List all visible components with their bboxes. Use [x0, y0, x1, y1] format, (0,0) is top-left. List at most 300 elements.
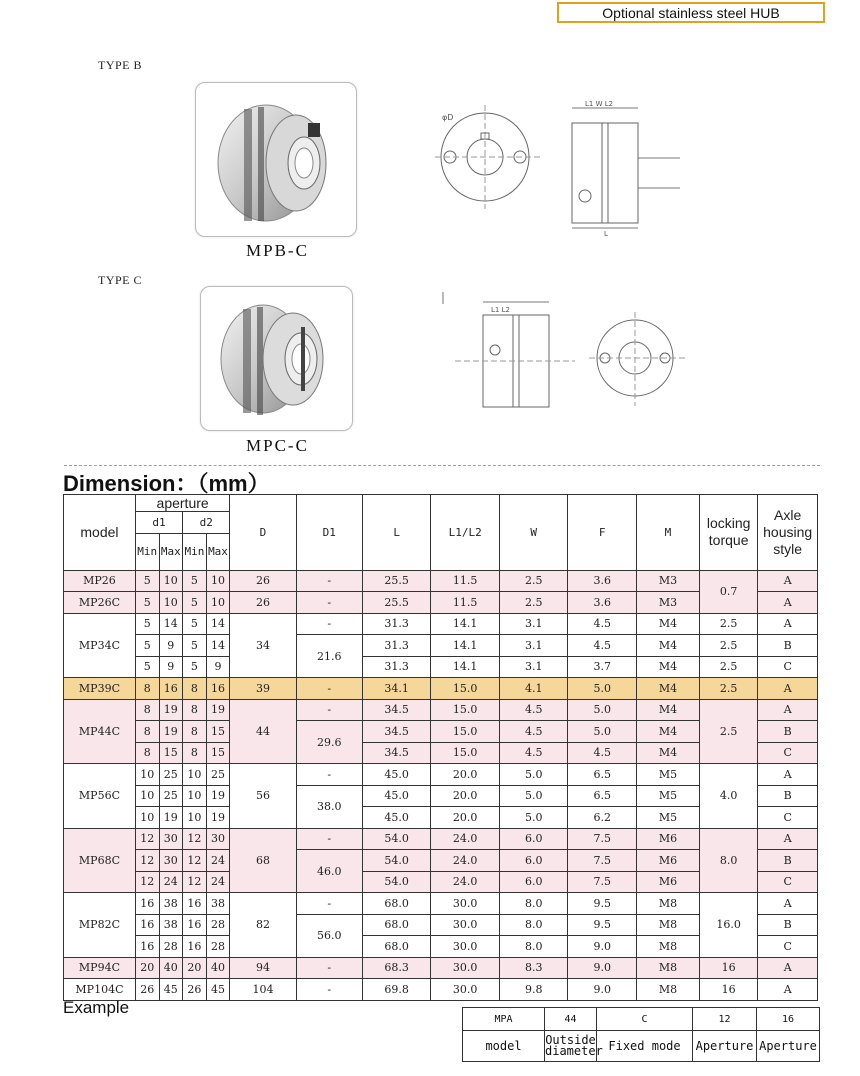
cell-T: 16 [699, 979, 757, 1001]
cell-M: M5 [637, 807, 700, 829]
cell-L12: 30.0 [431, 893, 500, 915]
mpb-c-caption: MPB-C [246, 241, 309, 260]
cell-S: A [758, 979, 818, 1001]
type-c-label: TYPE C [98, 273, 143, 287]
cell-d2max: 28 [206, 936, 230, 958]
cell-D1: - [296, 613, 362, 635]
cell-T: 16 [699, 957, 757, 979]
cell-L: 34.5 [362, 699, 431, 721]
cell-d2min: 16 [183, 893, 207, 915]
cell-d1min: 16 [135, 914, 159, 936]
cell-L12: 24.0 [431, 850, 500, 872]
cell-d1max: 14 [159, 613, 183, 635]
cell-M: M5 [637, 764, 700, 786]
cell-d2max: 10 [206, 570, 230, 592]
cell-d1max: 30 [159, 850, 183, 872]
cell-d2min: 12 [183, 850, 207, 872]
cell-L: 31.3 [362, 613, 431, 635]
cell-W: 8.0 [499, 936, 568, 958]
cell-L: 45.0 [362, 807, 431, 829]
cell-F: 4.5 [568, 635, 637, 657]
cell-F: 4.5 [568, 742, 637, 764]
cell-W: 4.5 [499, 742, 568, 764]
cell-L12: 15.0 [431, 742, 500, 764]
cell-d2min: 16 [183, 914, 207, 936]
cell-L: 68.0 [362, 893, 431, 915]
cell-L12: 24.0 [431, 871, 500, 893]
cell-d1min: 20 [135, 957, 159, 979]
example-table [462, 1007, 820, 1062]
cell-W: 5.0 [499, 764, 568, 786]
cell-D: 104 [230, 979, 296, 1001]
cell-L12: 11.5 [431, 592, 500, 614]
cell-W: 2.5 [499, 570, 568, 592]
cell-d2min: 20 [183, 957, 207, 979]
cell-L12: 20.0 [431, 764, 500, 786]
cell-D: 82 [230, 893, 296, 958]
cell-model: MP56C [64, 764, 136, 829]
cell-d1min: 12 [135, 850, 159, 872]
cell-W: 4.5 [499, 699, 568, 721]
cell-S: A [758, 828, 818, 850]
cell-d2max: 25 [206, 764, 230, 786]
cell-L12: 15.0 [431, 699, 500, 721]
cell-d1max: 30 [159, 828, 183, 850]
cell-d2min: 8 [183, 699, 207, 721]
cell-W: 3.1 [499, 613, 568, 635]
cell-D1: - [296, 678, 362, 700]
cell-d2min: 12 [183, 828, 207, 850]
cell-D1: 38.0 [296, 785, 362, 828]
cell-T: 2.5 [699, 656, 757, 678]
cell-L12: 30.0 [431, 936, 500, 958]
section-divider [64, 465, 820, 466]
header-model: model [64, 495, 136, 571]
cell-W: 4.1 [499, 678, 568, 700]
header-D1: D1 [296, 495, 362, 571]
cell-d1min: 8 [135, 678, 159, 700]
cell-F: 5.0 [568, 721, 637, 743]
svg-text:L: L [604, 230, 608, 238]
table-row [64, 893, 818, 915]
cell-F: 7.5 [568, 850, 637, 872]
cell-d1min: 5 [135, 592, 159, 614]
table-row [64, 678, 818, 700]
cell-T: 16.0 [699, 893, 757, 958]
table-row [64, 957, 818, 979]
cell-L: 54.0 [362, 828, 431, 850]
cell-F: 9.0 [568, 957, 637, 979]
cell-F: 5.0 [568, 699, 637, 721]
cell-S: C [758, 936, 818, 958]
cell-M: M8 [637, 893, 700, 915]
cell-d1min: 10 [135, 764, 159, 786]
cell-L12: 11.5 [431, 570, 500, 592]
cell-d2max: 38 [206, 893, 230, 915]
cell-L12: 24.0 [431, 828, 500, 850]
type-b-front-view-drawing [430, 95, 560, 210]
cell-d1max: 15 [159, 742, 183, 764]
cell-S: A [758, 764, 818, 786]
cell-L12: 30.0 [431, 914, 500, 936]
cell-d1min: 16 [135, 936, 159, 958]
mpc-c-coupling-image [201, 287, 352, 430]
cell-F: 4.5 [568, 613, 637, 635]
cell-F: 3.6 [568, 570, 637, 592]
cell-D: 56 [230, 764, 296, 829]
cell-d1max: 38 [159, 893, 183, 915]
cell-d1min: 26 [135, 979, 159, 1001]
cell-L: 54.0 [362, 871, 431, 893]
cell-M: M4 [637, 656, 700, 678]
header-d1-min: Min [135, 533, 159, 570]
cell-L: 54.0 [362, 850, 431, 872]
cell-S: A [758, 957, 818, 979]
cell-W: 3.1 [499, 635, 568, 657]
cell-M: M6 [637, 828, 700, 850]
mpc-c-photo-frame [200, 286, 353, 431]
cell-d1min: 5 [135, 613, 159, 635]
cell-D: 26 [230, 570, 296, 592]
type-b-side-view-drawing [560, 98, 700, 238]
cell-M: M3 [637, 592, 700, 614]
cell-D1: 56.0 [296, 914, 362, 957]
cell-L: 68.0 [362, 914, 431, 936]
cell-L: 45.0 [362, 764, 431, 786]
cell-d1max: 25 [159, 785, 183, 807]
cell-L12: 14.1 [431, 656, 500, 678]
cell-d1min: 10 [135, 785, 159, 807]
cell-model: MP26 [64, 570, 136, 592]
cell-d2min: 5 [183, 570, 207, 592]
cell-F: 3.6 [568, 592, 637, 614]
cell-S: C [758, 807, 818, 829]
cell-model: MP39C [64, 678, 136, 700]
cell-d2min: 8 [183, 678, 207, 700]
cell-d1min: 8 [135, 699, 159, 721]
cell-L: 31.3 [362, 635, 431, 657]
table-row [64, 764, 818, 786]
example-label-aperture-1: Aperture [693, 1031, 757, 1062]
mpb-c-photo-frame [195, 82, 357, 237]
cell-d2min: 8 [183, 742, 207, 764]
cell-d2min: 5 [183, 635, 207, 657]
cell-W: 8.3 [499, 957, 568, 979]
cell-L12: 30.0 [431, 979, 500, 1001]
cell-F: 7.5 [568, 828, 637, 850]
cell-model: MP26C [64, 592, 136, 614]
cell-d2max: 14 [206, 613, 230, 635]
header-locking-torque: locking torque [699, 495, 757, 571]
cell-M: M6 [637, 850, 700, 872]
cell-F: 5.0 [568, 678, 637, 700]
cell-D: 39 [230, 678, 296, 700]
cell-W: 6.0 [499, 871, 568, 893]
cell-F: 9.0 [568, 936, 637, 958]
cell-model: MP44C [64, 699, 136, 764]
cell-d1min: 10 [135, 807, 159, 829]
cell-T: 2.5 [699, 678, 757, 700]
cell-W: 4.5 [499, 721, 568, 743]
cell-S: A [758, 592, 818, 614]
cell-d2max: 40 [206, 957, 230, 979]
cell-d1min: 8 [135, 742, 159, 764]
cell-S: B [758, 635, 818, 657]
cell-L12: 14.1 [431, 613, 500, 635]
cell-L: 34.5 [362, 742, 431, 764]
cell-W: 8.0 [499, 893, 568, 915]
cell-D1: - [296, 764, 362, 786]
header-M: M [637, 495, 700, 571]
cell-T: 4.0 [699, 764, 757, 829]
cell-F: 7.5 [568, 871, 637, 893]
cell-model: MP94C [64, 957, 136, 979]
cell-d2max: 24 [206, 871, 230, 893]
table-row [64, 699, 818, 721]
cell-D1: 46.0 [296, 850, 362, 893]
cell-S: C [758, 656, 818, 678]
cell-d2max: 10 [206, 592, 230, 614]
cell-S: A [758, 570, 818, 592]
cell-F: 3.7 [568, 656, 637, 678]
cell-d2max: 19 [206, 699, 230, 721]
cell-S: A [758, 893, 818, 915]
header-D: D [230, 495, 296, 571]
cell-D1: - [296, 699, 362, 721]
cell-model: MP34C [64, 613, 136, 678]
table-row [64, 635, 818, 657]
cell-M: M4 [637, 613, 700, 635]
cell-d2max: 45 [206, 979, 230, 1001]
header-W: W [499, 495, 568, 571]
cell-d1max: 28 [159, 936, 183, 958]
cell-M: M5 [637, 785, 700, 807]
header-aperture: aperture [135, 495, 229, 512]
cell-L: 45.0 [362, 785, 431, 807]
cell-T: 2.5 [699, 613, 757, 635]
cell-S: B [758, 721, 818, 743]
header-d1: d1 [135, 512, 182, 534]
cell-M: M8 [637, 979, 700, 1001]
cell-F: 6.5 [568, 785, 637, 807]
cell-M: M6 [637, 871, 700, 893]
cell-W: 9.8 [499, 979, 568, 1001]
cell-L12: 20.0 [431, 807, 500, 829]
cell-M: M4 [637, 721, 700, 743]
cell-S: C [758, 871, 818, 893]
cell-S: B [758, 850, 818, 872]
cell-model: MP104C [64, 979, 136, 1001]
cell-M: M3 [637, 570, 700, 592]
example-label-outside-diameter: Outside diameter [545, 1031, 597, 1062]
cell-d2min: 26 [183, 979, 207, 1001]
dimension-table [63, 494, 818, 1001]
cell-D1: 29.6 [296, 721, 362, 764]
cell-S: A [758, 613, 818, 635]
cell-d2max: 16 [206, 678, 230, 700]
cell-d2max: 9 [206, 656, 230, 678]
cell-D: 44 [230, 699, 296, 764]
mpb-c-coupling-image [196, 83, 356, 236]
type-c-front-view-drawing [585, 310, 690, 410]
cell-d2max: 24 [206, 850, 230, 872]
cell-T: 2.5 [699, 635, 757, 657]
cell-d2max: 19 [206, 785, 230, 807]
cell-D1: - [296, 957, 362, 979]
header-d1-max: Max [159, 533, 183, 570]
cell-d1max: 9 [159, 635, 183, 657]
cell-T: 2.5 [699, 699, 757, 764]
table-row [64, 570, 818, 592]
cell-model: MP82C [64, 893, 136, 958]
cell-F: 6.5 [568, 764, 637, 786]
cell-d1max: 19 [159, 721, 183, 743]
table-row [64, 656, 818, 678]
cell-d2max: 30 [206, 828, 230, 850]
cell-d2min: 12 [183, 871, 207, 893]
cell-d1min: 8 [135, 721, 159, 743]
type-c-side-view-drawing [435, 290, 585, 415]
optional-hub-label: Optional stainless steel HUB [557, 2, 825, 23]
cell-L12: 30.0 [431, 957, 500, 979]
cell-M: M4 [637, 678, 700, 700]
cell-d2max: 28 [206, 914, 230, 936]
mpc-c-caption: MPC-C [246, 436, 309, 455]
cell-D: 94 [230, 957, 296, 979]
cell-d1min: 5 [135, 570, 159, 592]
cell-D: 34 [230, 613, 296, 678]
cell-d1max: 10 [159, 570, 183, 592]
cell-L: 34.5 [362, 721, 431, 743]
cell-S: B [758, 785, 818, 807]
cell-d1max: 45 [159, 979, 183, 1001]
cell-S: A [758, 699, 818, 721]
cell-D: 68 [230, 828, 296, 893]
cell-D1: - [296, 979, 362, 1001]
cell-D1: - [296, 828, 362, 850]
cell-M: M8 [637, 914, 700, 936]
example-code-fixed-mode: C [597, 1008, 693, 1031]
cell-d2min: 8 [183, 721, 207, 743]
cell-M: M8 [637, 957, 700, 979]
cell-d2min: 16 [183, 936, 207, 958]
cell-M: M4 [637, 699, 700, 721]
header-d2: d2 [183, 512, 230, 534]
svg-text:L1 W L2: L1 W L2 [585, 100, 614, 108]
cell-W: 2.5 [499, 592, 568, 614]
cell-L12: 20.0 [431, 785, 500, 807]
table-row [64, 828, 818, 850]
cell-L: 34.1 [362, 678, 431, 700]
cell-W: 3.1 [499, 656, 568, 678]
cell-D1: - [296, 570, 362, 592]
example-code-model: MPA [463, 1008, 545, 1031]
cell-d1max: 40 [159, 957, 183, 979]
type-b-label: TYPE B [98, 58, 143, 72]
table-row [64, 979, 818, 1001]
cell-d1max: 10 [159, 592, 183, 614]
cell-W: 5.0 [499, 785, 568, 807]
cell-d1min: 12 [135, 828, 159, 850]
cell-d1max: 25 [159, 764, 183, 786]
cell-d2max: 19 [206, 807, 230, 829]
cell-L12: 14.1 [431, 635, 500, 657]
cell-d1max: 38 [159, 914, 183, 936]
example-code-aperture-2: 16 [757, 1008, 820, 1031]
cell-S: B [758, 914, 818, 936]
header-L1L2: L1/L2 [431, 495, 500, 571]
header-d2-max: Max [206, 533, 230, 570]
cell-L12: 15.0 [431, 678, 500, 700]
dimension-title: Dimension：（mm） [63, 471, 270, 496]
cell-d2min: 10 [183, 807, 207, 829]
header-d2-min: Min [183, 533, 207, 570]
cell-D1: - [296, 592, 362, 614]
cell-F: 9.5 [568, 914, 637, 936]
cell-L: 25.5 [362, 592, 431, 614]
cell-d1min: 12 [135, 871, 159, 893]
cell-W: 6.0 [499, 828, 568, 850]
cell-d1max: 24 [159, 871, 183, 893]
cell-d1max: 19 [159, 699, 183, 721]
example-label: Example [63, 998, 130, 1017]
cell-d2max: 14 [206, 635, 230, 657]
cell-M: M4 [637, 635, 700, 657]
cell-L: 68.3 [362, 957, 431, 979]
table-row [64, 613, 818, 635]
cell-d1min: 5 [135, 635, 159, 657]
cell-F: 6.2 [568, 807, 637, 829]
cell-S: A [758, 678, 818, 700]
example-code-aperture-1: 12 [693, 1008, 757, 1031]
cell-d1max: 9 [159, 656, 183, 678]
cell-T: 0.7 [699, 570, 757, 613]
cell-d1min: 5 [135, 656, 159, 678]
cell-L: 69.8 [362, 979, 431, 1001]
cell-L12: 15.0 [431, 721, 500, 743]
cell-W: 6.0 [499, 850, 568, 872]
cell-L: 25.5 [362, 570, 431, 592]
cell-D: 26 [230, 592, 296, 614]
example-label-fixed-mode: Fixed mode [597, 1031, 693, 1062]
cell-d2max: 15 [206, 721, 230, 743]
cell-d2min: 10 [183, 764, 207, 786]
cell-D1: - [296, 893, 362, 915]
example-label-aperture-2: Aperture [757, 1031, 820, 1062]
cell-d1max: 16 [159, 678, 183, 700]
cell-D1: 21.6 [296, 635, 362, 678]
cell-W: 5.0 [499, 807, 568, 829]
cell-S: C [758, 742, 818, 764]
cell-d1min: 16 [135, 893, 159, 915]
example-label-model: model [463, 1031, 545, 1062]
cell-d2min: 5 [183, 656, 207, 678]
cell-T: 8.0 [699, 828, 757, 893]
cell-d2min: 10 [183, 785, 207, 807]
cell-d1max: 19 [159, 807, 183, 829]
cell-W: 8.0 [499, 914, 568, 936]
svg-text:L1 L2: L1 L2 [491, 306, 510, 314]
header-axle-housing-style: Axle housing style [758, 495, 818, 571]
header-F: F [568, 495, 637, 571]
cell-L: 31.3 [362, 656, 431, 678]
svg-text:φD: φD [442, 113, 454, 122]
header-L: L [362, 495, 431, 571]
cell-L: 68.0 [362, 936, 431, 958]
cell-d2min: 5 [183, 613, 207, 635]
cell-M: M4 [637, 742, 700, 764]
cell-d2min: 5 [183, 592, 207, 614]
